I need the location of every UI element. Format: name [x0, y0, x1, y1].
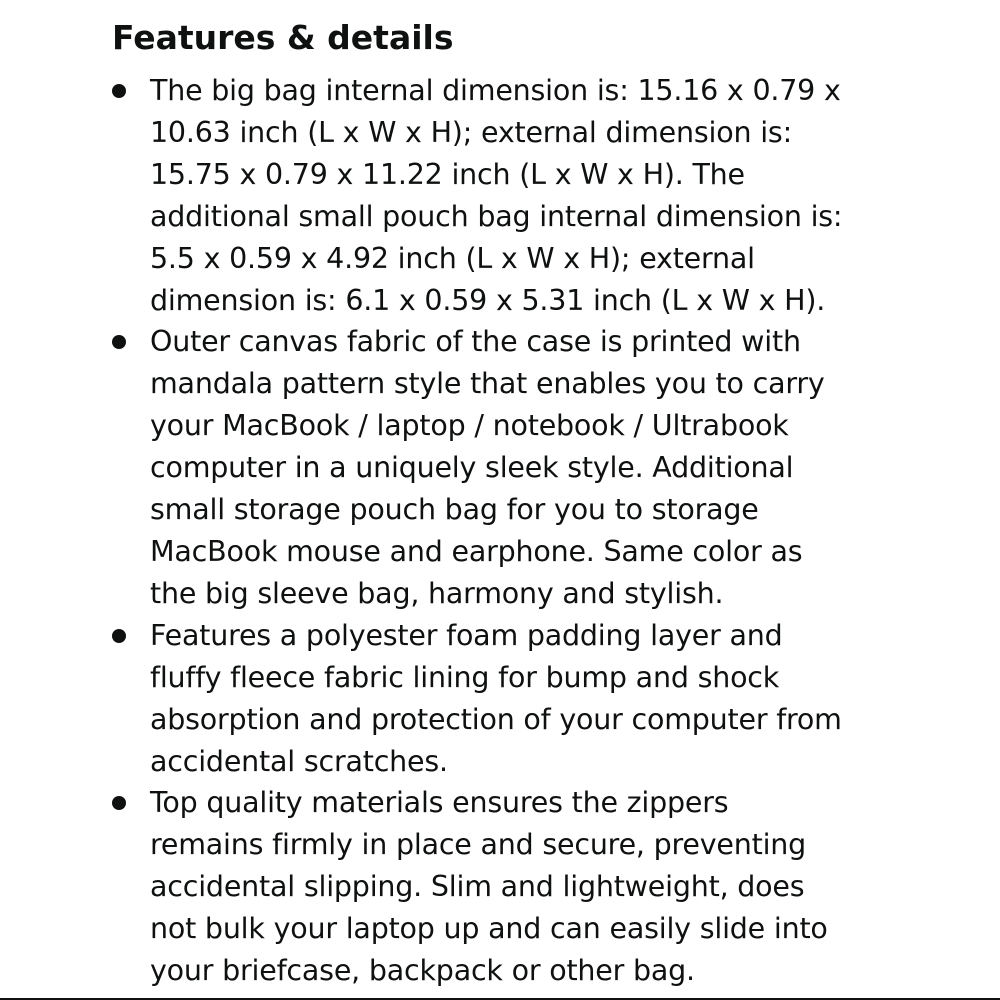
feature-text: The big bag internal dimension is: 15.16 x 0.79 x 10.63 inch (L x W x H); external dimension is: 15.75 x 0.79 x 11.22 inch (L x W x H). The additional small pouch bag internal dimension is: 5.5 x 0.59 x 4.92 inch (L x W x H); external dimension is: 6.1 x 0.59 x 5.31 inch (L x W x H). — [150, 74, 843, 317]
bullet-dot-icon — [112, 84, 126, 98]
feature-bullet-dimensions — [112, 70, 850, 321]
bullet-dot-icon — [112, 629, 126, 643]
feature-bullet-fabric — [112, 321, 850, 614]
features-list — [112, 70, 850, 992]
feature-bullet-padding — [112, 615, 850, 783]
feature-text: Outer canvas fabric of the case is printed with mandala pattern style that enables you to carry your MacBook / laptop / notebook / Ultrabook computer in a uniquely sleek style. Additional small storage pouch bag for you to storage MacBook mouse and earphone. Same color as the big sleeve bag, harmony and stylish. — [150, 325, 825, 610]
bullet-dot-icon — [112, 335, 126, 349]
feature-text: Features a polyester foam padding layer and fluffy fleece fabric lining for bump and shock absorption and protection of your computer from accidental scratches. — [150, 618, 842, 778]
bullet-dot-icon — [112, 796, 126, 810]
feature-text: Top quality materials ensures the zippers remains firmly in place and secure, preventing accidental slipping. Slim and lightweight, does not bulk your laptop up and can easily slide into your briefcase, backpack or other bag. — [150, 786, 828, 988]
feature-bullet-materials — [112, 782, 850, 992]
section-title: Features & details — [112, 18, 454, 57]
